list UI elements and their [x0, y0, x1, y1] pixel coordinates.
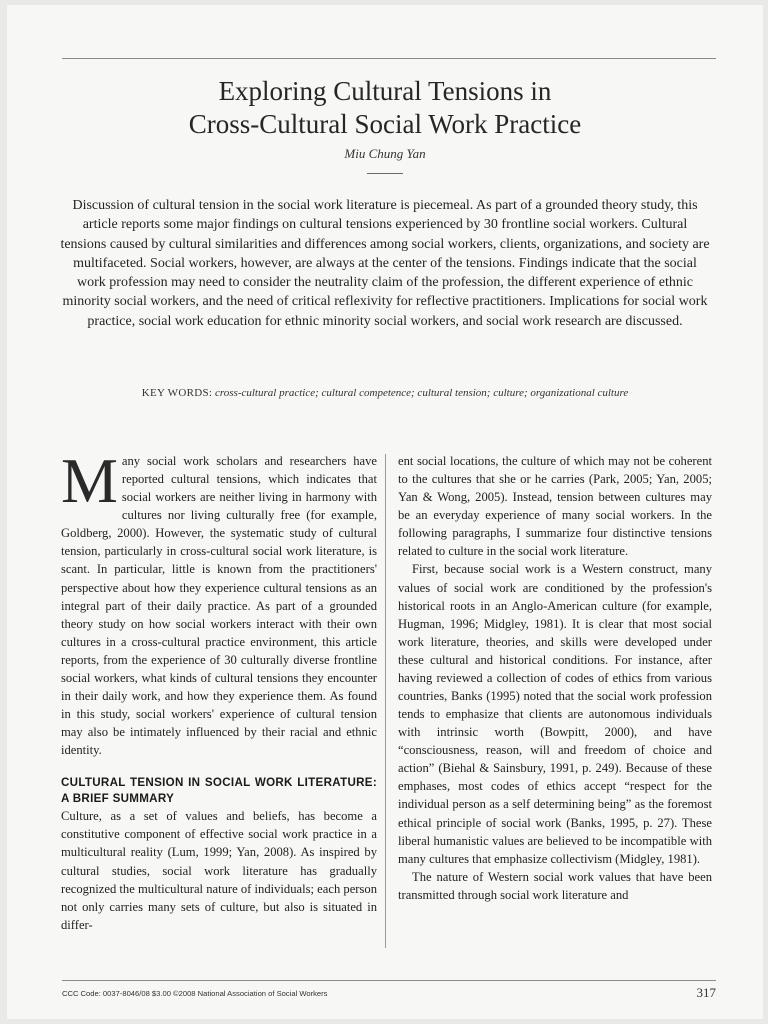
body-paragraph-3: The nature of Western social work values that have been transmitted through social work literature and: [398, 869, 712, 902]
keywords-label: KEY WORDS:: [141, 387, 213, 399]
copyright-code: CCC Code: 0037-8046/08 $3.00 ©2008 National Association of Social Workers: [62, 989, 328, 998]
article-title: [7, 75, 763, 141]
column-divider: [385, 454, 386, 948]
body-paragraph-2: First, because social work is a Western construct, many values of social work are conditioned by the profession's historical roots in an Anglo-American culture (for example, Hugman, 1996; Midgley, 1981). It is clear that most social work literature, theories, and skills were developed under these cultural and historical conditions. For instance, after having reviewed a collection of codes of ethics from various countries, Banks (1995) noted that the social work profession tends to emphasize that clients are autonomous individuals with intrinsic worth (Bowpitt, 2000), and have “consciousness, reason, will and freedom of choice and action” (Biehal & Sainsbury, 1991, p. 249). Because of these emphases, most codes of ethics accept “respect for the individual person as a self determining being” as the foremost ethical principle of social work (Banks, 1995, p. 27). These liberal humanistic values are believed to be incompatible with many cultures that emphasize collectivism (Midgley, 1981).: [398, 562, 712, 866]
keywords-line: [47, 387, 723, 399]
right-column: [398, 452, 712, 904]
intro-text: any social work scholars and researchers have reported cultural tensions, which indicates that social workers are neither living in harmony with cultures nor living culturally free (for example, Goldberg, 2000). However, the systematic study of cultural tension, particularly in cross-cultural social work literature, is scant. In particular, little is known from the practitioners' perspective about how they experience cultural tensions as an integral part of their daily practice. As part of a grounded theory study on how social workers interact with their own cultures in a cross-cultural practice environment, this article reports, from the experience of 30 culturally diverse frontline social workers, what kinds of cultural tensions they encounter in their daily work, and how they experience them. As found in this study, social workers' experience of cultural tension may also be intimately influenced by their racial and ethnic identity.: [61, 454, 377, 758]
page-number: 317: [696, 985, 716, 1000]
footer-rule: [62, 980, 716, 981]
intro-paragraph: [61, 445, 377, 759]
top-rule: [62, 58, 716, 59]
keywords-list: cross-cultural practice; cultural competence; cultural tension; culture; organizational culture: [215, 387, 629, 399]
body-paragraph-1: ent social locations, the culture of which may not be coherent to the cultures that she or he carries (Park, 2005; Yan, 2005; Yan & Wong, 2005). Instead, tension between cultures may be an everyday experience of many social workers. In the following paragraphs, I summarize four distinctive tensions related to culture in the social work literature.: [398, 454, 712, 559]
drop-cap: M: [61, 445, 118, 516]
author-name: Miu Chung Yan: [344, 146, 426, 161]
section-paragraph: Culture, as a set of values and beliefs, has become a constitutive component of effective social work practice in a multicultural reality (Lum, 1999; Yan, 2008). As inspired by cultural studies, social work literature has gradually recognized the multicultural nature of individuals; each person not only carries many sets of culture, but also is situated in differ-: [61, 809, 377, 932]
section-heading: CULTURAL TENSION IN SOCIAL WORK LITERATURE: A BRIEF SUMMARY: [61, 776, 377, 806]
title-line-1: Exploring Cultural Tensions in: [218, 76, 552, 106]
author-divider: [367, 173, 403, 174]
abstract: Discussion of cultural tension in the social work literature is piecemeal. As part of a grounded theory study, this article reports some major findings on cultural tensions experienced by 30 frontline social workers. Cultural tensions caused by cultural similarities and differences among social workers, clients, organizations, and society are multifaceted. Social workers, however, are always at the center of the tensions. Findings indicate that the social work profession may need to consider the neutrality claim of the profession, the different experience of ethnic minority social workers, and the need of critical reflexivity for reflective practitioners. Implications for social work practice, social work education for ethnic minority social workers, and social work research are discussed.: [60, 198, 710, 329]
left-column: [61, 445, 377, 934]
journal-page: [7, 5, 763, 1019]
title-line-2: Cross-Cultural Social Work Practice: [188, 109, 582, 139]
